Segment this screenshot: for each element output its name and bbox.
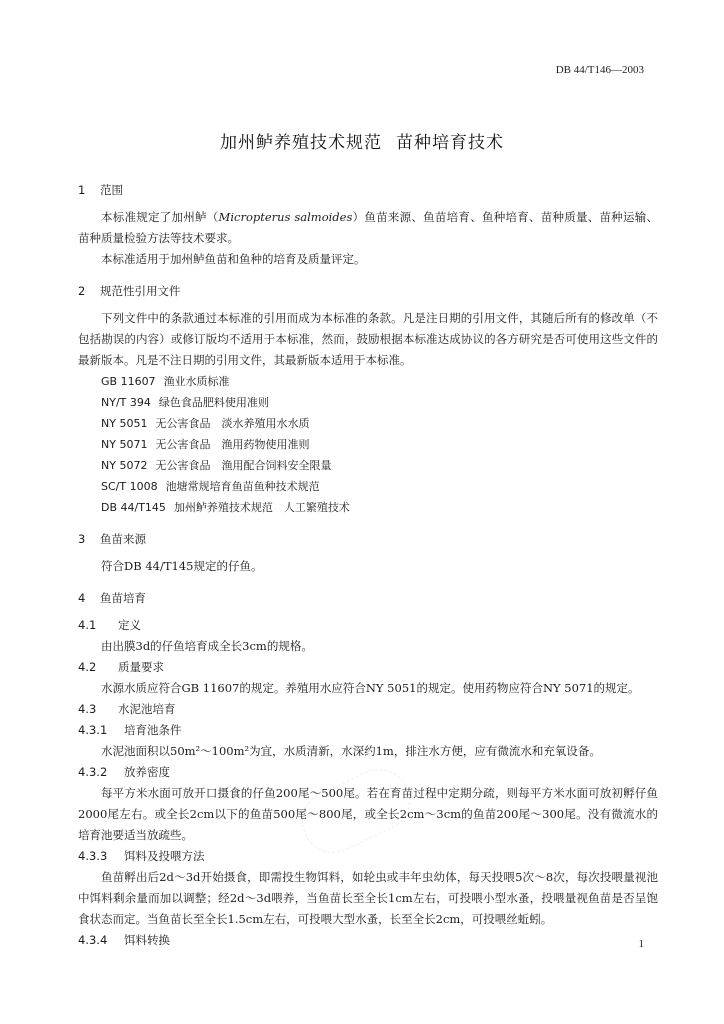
paragraph: 鱼苗孵出后2d～3d开始摄食，即需投生物饵料，如轮虫或丰年虫幼体，每天投喂5次～8次，每次投喂量视池中饵料剩余量而加以调整；经2d～3d喂养，当鱼苗长至全长1cm左右，可投喂小型水蚤，投喂量视鱼苗是否呈饱食状态而定。当鱼苗长至全长1.5cm左右，可投喂大型水蚤，长至全长2cm，可投喂丝蚯蚓。 [78,870,658,926]
subsubsection-heading: 4.3.3 饵料及投喂方法 [78,849,205,863]
reference-item: GB 11607 渔业水质标准 [101,375,230,388]
subsubsection-heading: 4.3.2 放养密度 [78,765,170,779]
subsection-heading: 4.1 定义 [78,618,141,632]
standard-code: DB 44/T146—2003 [555,64,644,76]
subsubsection-heading: 4.3.1 培育池条件 [78,723,182,737]
paragraph: 水源水质应符合GB 11607的规定。养殖用水应符合NY 5051的规定。使用药物应符合NY 5071的规定。 [101,681,640,695]
paragraph: 由出膜3d的仔鱼培育成全长3cm的规格。 [101,639,313,653]
title-sub: 苗种培育技术 [396,133,504,153]
paragraph: 下列文件中的条款通过本标准的引用而成为本标准的条款。凡是注日期的引用文件，其随后所有的修改单（不包括勘误的内容）或修订版均不适用于本标准，然而，鼓励根据本标准达成协议的各方研究是否可使用这些文件的最新版本。凡是不注日期的引用文件，其最新版本适用于本标准。 [78,311,658,367]
reference-item: NY 5072 无公害食品 渔用配合饲料安全限量 [101,459,332,472]
paragraph: 符合DB 44/T145规定的仔鱼。 [101,559,263,573]
subsection-heading: 4.2 质量要求 [78,660,164,674]
paragraph: 水泥池面积以50m²～100m²为宜，水质清新，水深约1m，排注水方便，应有微流水和充氧设备。 [101,744,601,758]
reference-item: NY 5051 无公害食品 淡水养殖用水水质 [101,417,310,430]
document-title [0,128,724,153]
paragraph: 每平方米水面可放开口摄食的仔鱼200尾～500尾。若在育苗过程中定期分疏，则每平方米水面可放初孵仔鱼2000尾左右。或全长2cm以下的鱼苗500尾～800尾，或全长2cm～3cm的鱼苗200尾～300尾。没有微流水的培育池要适当放疏些。 [78,786,658,842]
section-heading: 4 鱼苗培育 [78,591,146,605]
section-heading: 1 范围 [78,183,123,197]
subsubsection-heading: 4.3.4 饵料转换 [78,933,170,947]
title-main: 加州鲈养殖技术规范 [220,133,382,153]
paragraph: 本标准规定了加州鲈（Micropterus salmoides）鱼苗来源、鱼苗培育、鱼种培育、苗种质量、苗种运输、苗种质量检验方法等技术要求。 [78,210,659,245]
reference-item: NY/T 394 绿色食品肥料使用准则 [101,396,269,409]
scientific-name: Micropterus salmoides [218,210,353,224]
section-heading: 2 规范性引用文件 [78,284,181,298]
reference-item: NY 5071 无公害食品 渔用药物使用准则 [101,438,310,451]
paragraph: 本标准适用于加州鲈鱼苗和鱼种的培育及质量评定。 [101,252,366,266]
reference-item: DB 44/T145 加州鲈养殖技术规范 人工繁殖技术 [101,501,350,514]
section-heading: 3 鱼苗来源 [78,532,146,546]
reference-item: SC/T 1008 池塘常规培育鱼苗鱼种技术规范 [101,480,320,493]
subsection-heading: 4.3 水泥池培育 [78,702,176,716]
page-number: 1 [638,938,644,950]
